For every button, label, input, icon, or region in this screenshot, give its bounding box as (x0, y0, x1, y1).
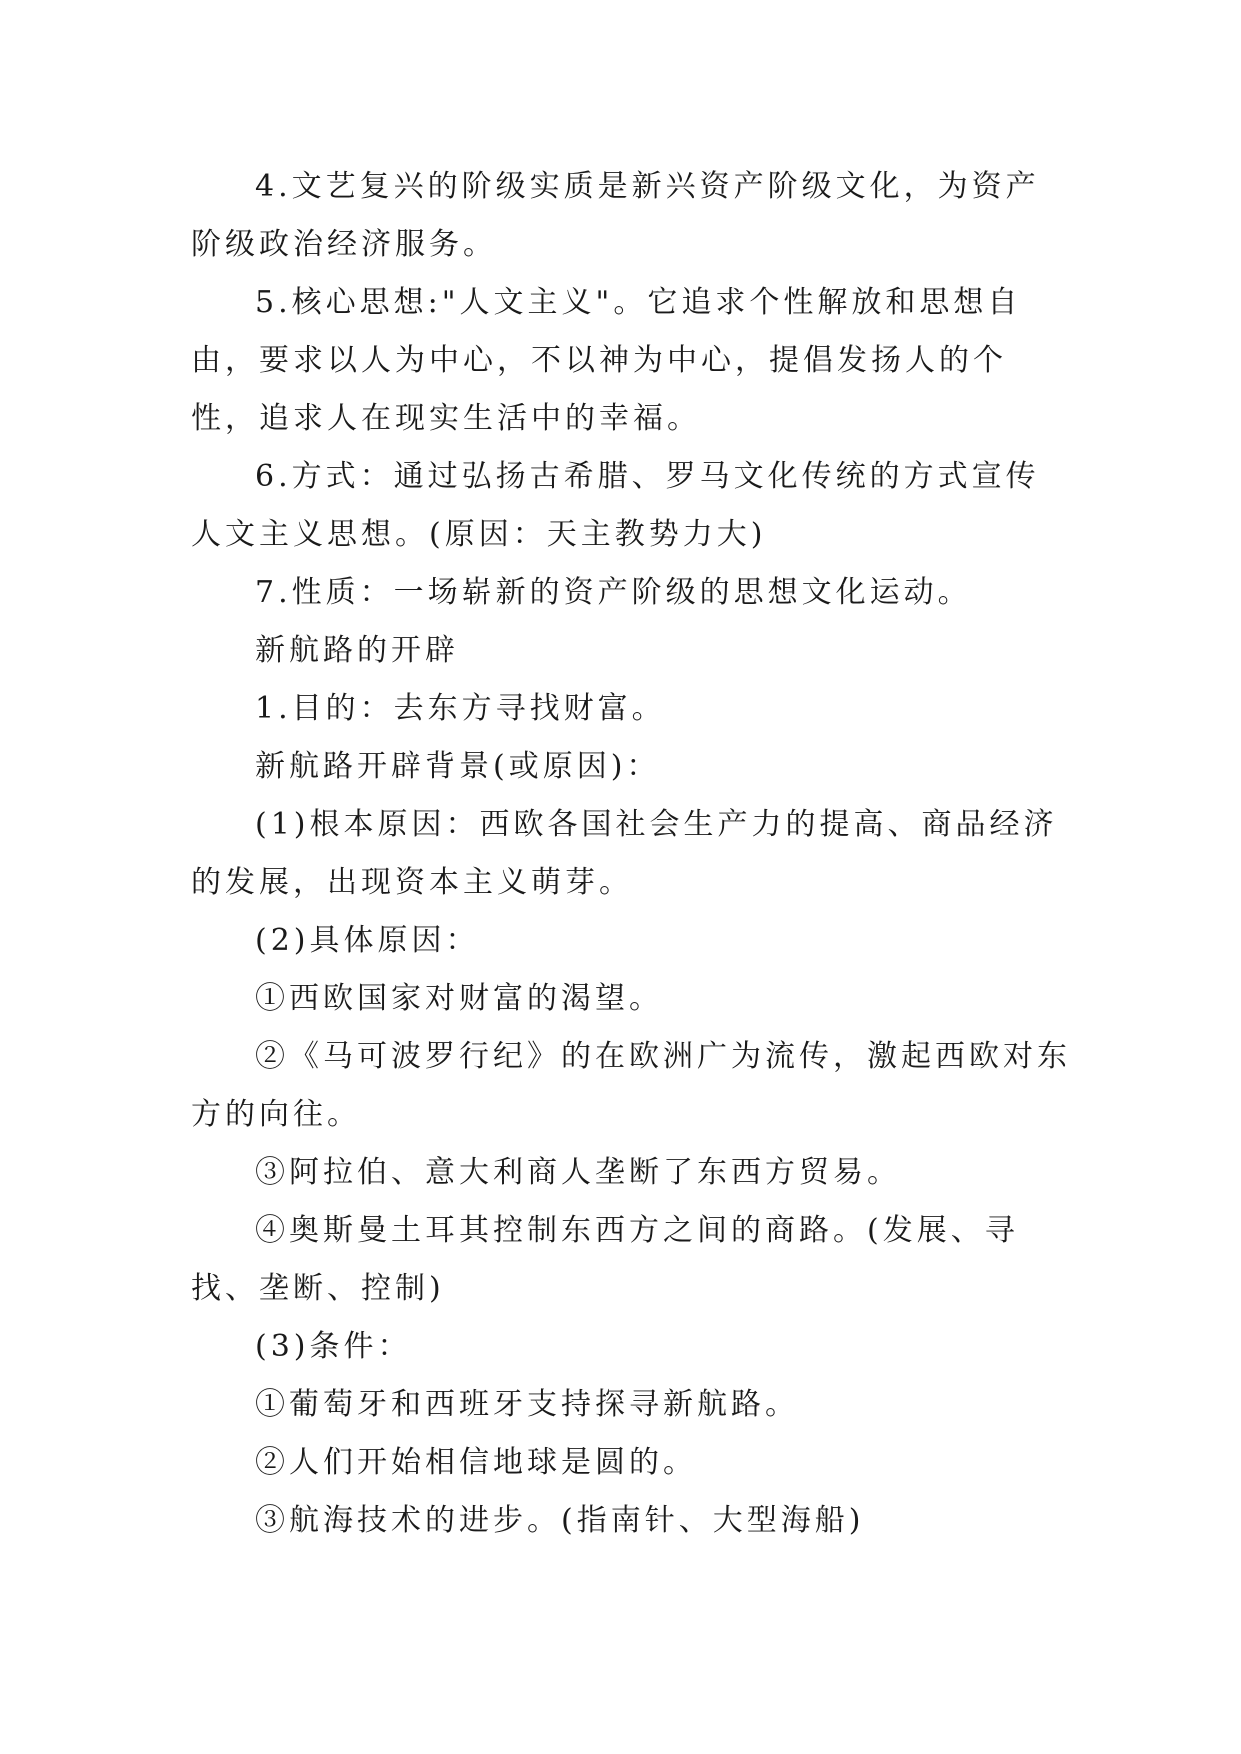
paragraph-root-cause: (1)根本原因：西欧各国社会生产力的提高、商品经济的发展，出现资本主义萌芽。 (191, 807, 1058, 900)
list-item-condition-1: ①葡萄牙和西班牙支持探寻新航路。 (255, 1387, 799, 1422)
paragraph-nature: 7.性质：一场崭新的资产阶级的思想文化运动。 (255, 575, 972, 610)
list-item-condition-2: ②人们开始相信地球是圆的。 (255, 1445, 697, 1480)
list-item-cause-3: ③阿拉伯、意大利商人垄断了东西方贸易。 (255, 1155, 901, 1190)
paragraph-core-idea-humanism: 5.核心思想:"人文主义"。它追求个性解放和思想自由，要求以人为中心，不以神为中心，提倡发扬人的个性，追求人在现实生活中的幸福。 (191, 285, 1022, 436)
list-item-condition-3: ③航海技术的进步。(指南针、大型海船) (255, 1503, 865, 1538)
paragraph-method: 6.方式：通过弘扬古希腊、罗马文化传统的方式宣传人文主义思想。(原因：天主教势力大) (191, 459, 1040, 552)
document-body (191, 158, 1071, 1550)
paragraph-renaissance-class-nature: 4.文艺复兴的阶级实质是新兴资产阶级文化，为资产阶级政治经济服务。 (191, 169, 1040, 262)
list-item-cause-2: ②《马可波罗行纪》的在欧洲广为流传，激起西欧对东方的向往。 (191, 1039, 1071, 1132)
paragraph-specific-causes-heading: (2)具体原因： (255, 923, 480, 958)
section-heading-new-sea-routes: 新航路的开辟 (255, 633, 459, 668)
list-item-cause-4: ④奥斯曼土耳其控制东西方之间的商路。(发展、寻找、垄断、控制) (191, 1213, 1019, 1306)
list-item-cause-1: ①西欧国家对财富的渴望。 (255, 981, 663, 1016)
paragraph-conditions-heading: (3)条件： (255, 1329, 412, 1364)
paragraph-background-heading: 新航路开辟背景(或原因)： (255, 749, 661, 784)
paragraph-purpose: 1.目的：去东方寻找财富。 (255, 691, 666, 726)
